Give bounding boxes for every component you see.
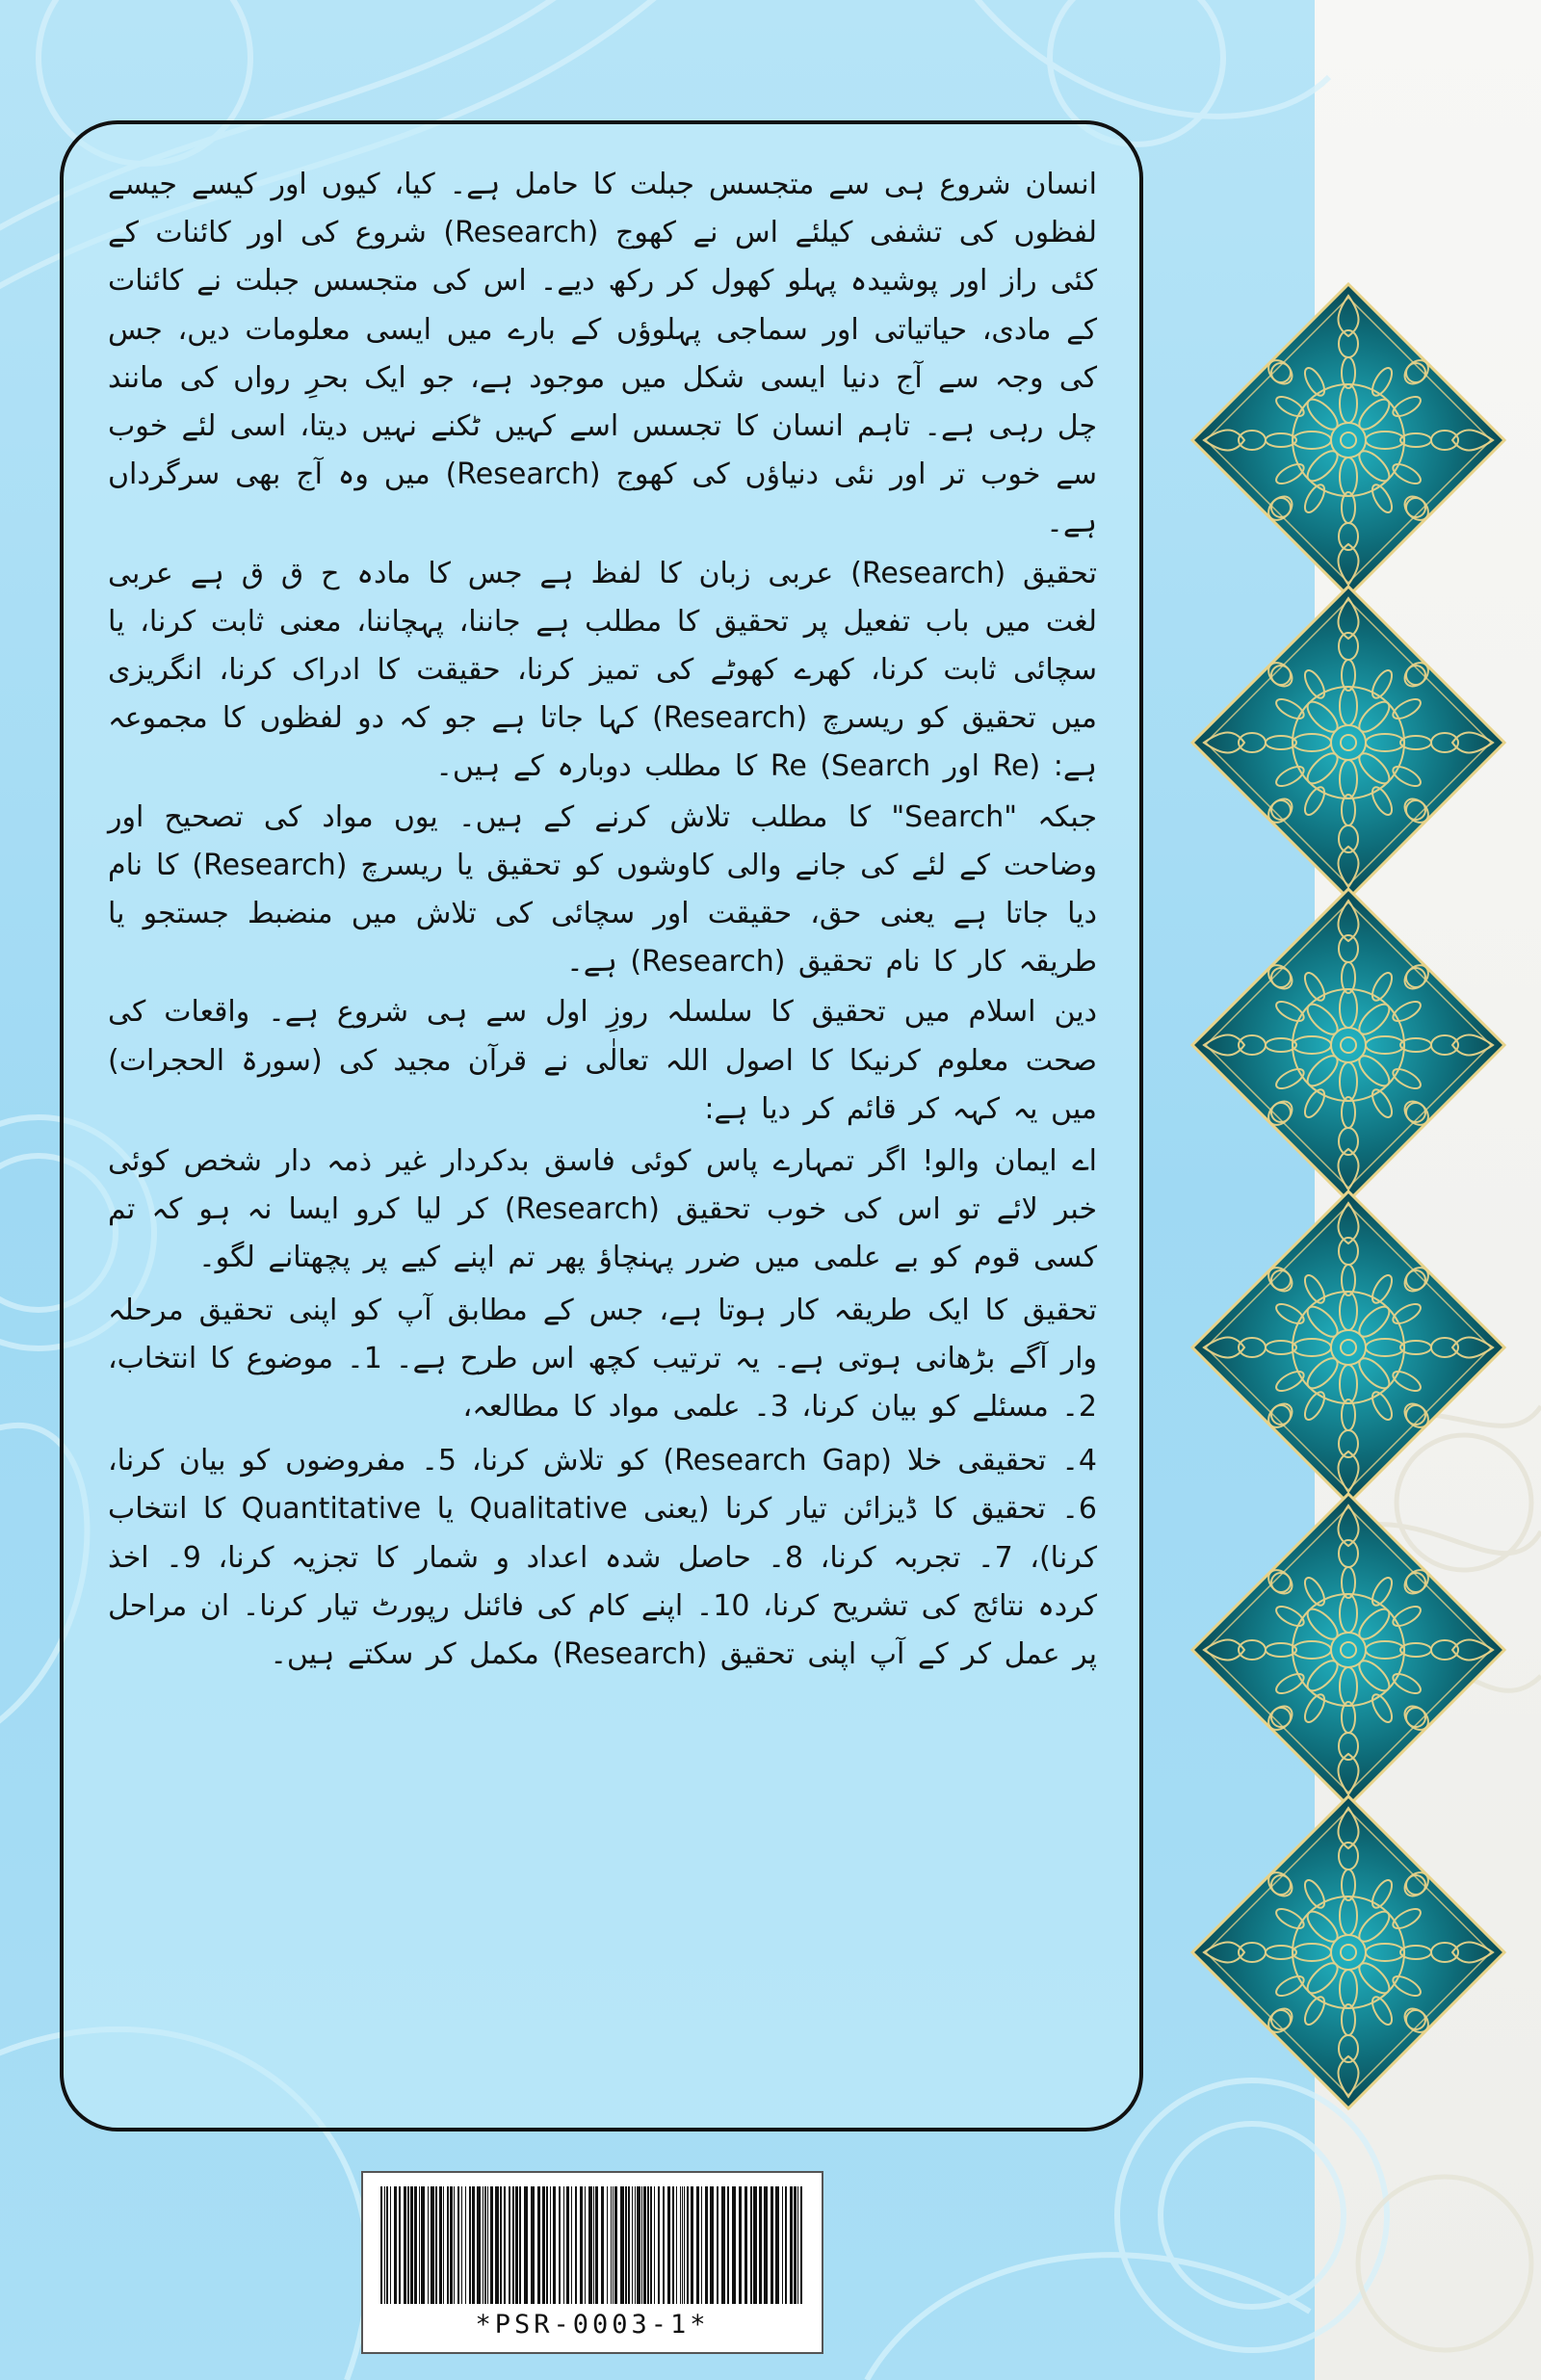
barcode-bar xyxy=(625,2186,627,2304)
barcode-bar xyxy=(504,2186,506,2304)
barcode-bar xyxy=(519,2186,521,2304)
barcode-bar xyxy=(782,2186,783,2304)
barcode-bar xyxy=(404,2186,406,2304)
barcode-bar xyxy=(450,2186,453,2304)
barcode-bar xyxy=(580,2186,583,2304)
barcode-bar xyxy=(790,2186,793,2304)
barcode-bar xyxy=(487,2186,488,2304)
barcode-bar xyxy=(614,2186,617,2304)
barcode-bar xyxy=(705,2186,708,2304)
barcode-bar xyxy=(495,2186,499,2304)
barcode-bar xyxy=(386,2186,388,2304)
barcode-bar xyxy=(550,2186,551,2304)
method-paragraph: تحقیق کا ایک طریقہ کار ہوتا ہے، جس کے مطابق آپ کو اپنی تحقیق مرحلہ وار آگے بڑھانی ہوتی ہے۔ یہ ترتیب کچھ اس طرح ہے۔ 1۔ موضوع کا انتخاب، 2۔ مسئلے کو بیان کرنا، 3۔ علمی مواد کا مطالعہ، xyxy=(108,1293,1097,1425)
barcode-bar xyxy=(635,2186,636,2304)
barcode-bar xyxy=(759,2186,762,2304)
barcode-bar xyxy=(390,2186,391,2304)
mandala-diamond-icon xyxy=(1188,1489,1509,1811)
barcode-text: *PSR-0003-1* xyxy=(475,2310,710,2340)
barcode-bar xyxy=(537,2186,540,2304)
barcode-bar xyxy=(443,2186,444,2304)
barcode-bar xyxy=(421,2186,425,2304)
steps-paragraph: 4۔ تحقیقی خلا (Research Gap) کو تلاش کرنا، 5۔ مفروضوں کو بیان کرنا، 6۔ تحقیق کا ڈیزائن تیار کرنا (یعنی Qualitative یا Quantitative کا انتخاب کرنا)، 7۔ تجربہ کرنا، 8۔ حاصل شدہ اعداد و شمار کا تجزیہ کرنا، 9۔ اخذ کردہ نتائج کی تشریح کرنا، 10۔ اپنے کام کی فائنل رپورٹ تیار کرنا۔ ان مراحل پر عمل کر کے آپ اپنی تحقیق (Research) مکمل کر سکتے ہیں۔ xyxy=(108,1444,1097,1672)
barcode-bar xyxy=(585,2186,586,2304)
barcode-bar xyxy=(744,2186,747,2304)
barcode-bar xyxy=(566,2186,569,2304)
definition-paragraph: تحقیق (Research) عربی زبان کا لفظ ہے جس کا مادہ ح ق ق ہے عربی لغت میں باب تفعیل پر تحقیق کا مطلب ہے جاننا، پہچاننا، معنی ثابت کرنا، یا سچائی ثابت کرنا، کھرے کھوٹے کی تمیز کرنا، حقیقت کا ادراک کرنا، انگریزی میں تحقیق کو ریسرچ (Research) کہا جاتا ہے جو کہ دو لفظوں کا مجموعہ ہے: (Re اور Search) Re کا مطلب دوبارہ کے ہیں۔ xyxy=(108,556,1098,784)
barcode-bar xyxy=(650,2186,652,2304)
barcode-bar xyxy=(654,2186,655,2304)
barcode-bar xyxy=(750,2186,752,2304)
barcode-bar xyxy=(407,2186,409,2304)
mandala-diamond-icon xyxy=(1188,1187,1509,1508)
barcode-bar xyxy=(399,2186,401,2304)
barcode-bar xyxy=(764,2186,768,2304)
barcode-bar xyxy=(785,2186,787,2304)
barcode xyxy=(361,2171,823,2354)
text-panel xyxy=(60,120,1143,2132)
barcode-bar xyxy=(721,2186,725,2304)
barcode-bar xyxy=(775,2186,779,2304)
barcode-bar xyxy=(628,2186,630,2304)
barcode-bar xyxy=(457,2186,459,2304)
barcode-bar xyxy=(384,2186,385,2304)
barcode-bar xyxy=(439,2186,442,2304)
barcode-bar xyxy=(684,2186,685,2304)
barcode-bar xyxy=(727,2186,729,2304)
barcode-bar xyxy=(794,2186,797,2304)
barcode-bar xyxy=(410,2186,413,2304)
barcode-bar xyxy=(546,2186,548,2304)
barcode-bar xyxy=(469,2186,471,2304)
barcode-bar xyxy=(588,2186,592,2304)
barcode-bar xyxy=(739,2186,742,2304)
barcode-bar xyxy=(380,2186,382,2304)
mandala-diamond-icon xyxy=(1188,884,1509,1206)
barcode-bar xyxy=(601,2186,604,2304)
barcode-bar xyxy=(691,2186,693,2304)
barcode-bar xyxy=(575,2186,577,2304)
barcode-bar xyxy=(435,2186,437,2304)
barcode-bar xyxy=(524,2186,528,2304)
barcode-bar xyxy=(428,2186,429,2304)
barcode-bar xyxy=(643,2186,646,2304)
mandala-diamond-icon xyxy=(1188,582,1509,903)
barcode-bar xyxy=(667,2186,670,2304)
barcode-bar xyxy=(593,2186,594,2304)
barcode-bar xyxy=(559,2186,561,2304)
barcode-bar xyxy=(512,2186,514,2304)
barcode-bar xyxy=(800,2186,802,2304)
mandala-diamond-icon xyxy=(1188,1792,1509,2113)
barcode-bar xyxy=(663,2186,665,2304)
barcode-bar xyxy=(676,2186,677,2304)
barcode-bar xyxy=(454,2186,455,2304)
barcode-bar xyxy=(461,2186,462,2304)
islam-paragraph: دین اسلام میں تحقیق کا سلسلہ روزِ اول سے ہی شروع ہے۔ واقعات کی صحت معلوم کرنیکا کا اصول اللہ تعالٰی نے قرآن مجید کی (سورۃ الحجرات) میں یہ کہہ کر قائم کر دیا ہے: xyxy=(108,995,1097,1126)
barcode-bar xyxy=(710,2186,714,2304)
barcode-bar xyxy=(797,2186,798,2304)
barcode-bar xyxy=(611,2186,612,2304)
barcode-bar xyxy=(717,2186,718,2304)
barcode-bar xyxy=(431,2186,434,2304)
search-meaning-paragraph: جبکہ "Search" کا مطلب تلاش کرنے کے ہیں۔ یوں مواد کی تصحیح اور وضاحت کے لئے کی جانے والی کاوشوں کو تحقیق یا ریسرچ (Research) کا نام دیا جاتا ہے یعنی حق، حقیقت اور سچائی کی تلاش میں منضبط جستجو یا طریقہ کار کا نام تحقیق (Research) ہے۔ xyxy=(108,799,1097,980)
barcode-bar xyxy=(500,2186,502,2304)
barcode-bar xyxy=(696,2186,699,2304)
quran-verse-paragraph: اے ایمان والو! اگر تمہارے پاس کوئی فاسق بدکردار غیر ذمہ دار شخص کوئی خبر لائے تو اس کی خوب تحقیق (Research) کر لیا کرو ایسا نہ ہو کہ تم کسی قوم کو بے علمی میں ضرر پہنچاؤ پھر تم اپنے کیے پر پچھتانے لگو۔ xyxy=(108,1144,1097,1275)
barcode-bar xyxy=(680,2186,681,2304)
barcode-bar xyxy=(515,2186,518,2304)
barcode-icon xyxy=(377,2186,810,2310)
barcode-bar xyxy=(753,2186,757,2304)
barcode-bar xyxy=(465,2186,466,2304)
barcode-bar xyxy=(509,2186,510,2304)
barcode-bar xyxy=(542,2186,545,2304)
barcode-bar xyxy=(595,2186,598,2304)
barcode-bar xyxy=(414,2186,417,2304)
barcode-bar xyxy=(770,2186,773,2304)
barcode-bar xyxy=(394,2186,397,2304)
barcode-bar xyxy=(613,2186,614,2304)
barcode-bar xyxy=(658,2186,660,2304)
barcode-bar xyxy=(687,2186,689,2304)
mandala-diamond-icon xyxy=(1188,279,1509,601)
barcode-bar xyxy=(641,2186,642,2304)
barcode-bar xyxy=(672,2186,674,2304)
barcode-bar xyxy=(477,2186,481,2304)
barcode-bar xyxy=(419,2186,420,2304)
barcode-bar xyxy=(632,2186,633,2304)
barcode-bar xyxy=(553,2186,556,2304)
barcode-bar xyxy=(637,2186,640,2304)
barcode-bar xyxy=(732,2186,736,2304)
barcode-bar xyxy=(647,2186,649,2304)
barcode-bar xyxy=(682,2186,683,2304)
barcode-bar xyxy=(607,2186,608,2304)
barcode-bar xyxy=(701,2186,702,2304)
intro-paragraph: انسان شروع ہی سے متجسس جبلت کا حامل ہے۔ کیا، کیوں اور کیسے جیسے لفظوں کی تشفی کیلئے اس نے کھوج (Research) شروع کی اور کائنات کے کئی راز اور پوشیدہ پہلو کھول کر رکھ دیے۔ اس کی متجسس جبلت نے کائنات کے مادی، حیاتیاتی اور سماجی پہلوؤں کے بارے میں ایسی معلومات دیں، جس کی وجہ سے آج دنیا ایسی شکل میں موجود ہے، جو ایک بحرِ رواں کی مانند چل رہی ہے۔ تاہم انسان کا تجسس اسے کہیں ٹکنے نہیں دیتا، اسی لئے خوب سے خوب تر اور نئی دنیاؤں کی کھوج (Research) میں وہ آج بھی سرگرداں ہے۔ xyxy=(108,168,1097,540)
barcode-bar xyxy=(620,2186,624,2304)
barcode-bar xyxy=(531,2186,535,2304)
barcode-bar xyxy=(447,2186,449,2304)
barcode-bar xyxy=(484,2186,486,2304)
barcode-bar xyxy=(490,2186,493,2304)
barcode-bar xyxy=(571,2186,572,2304)
barcode-bar xyxy=(563,2186,564,2304)
barcode-bar xyxy=(472,2186,475,2304)
